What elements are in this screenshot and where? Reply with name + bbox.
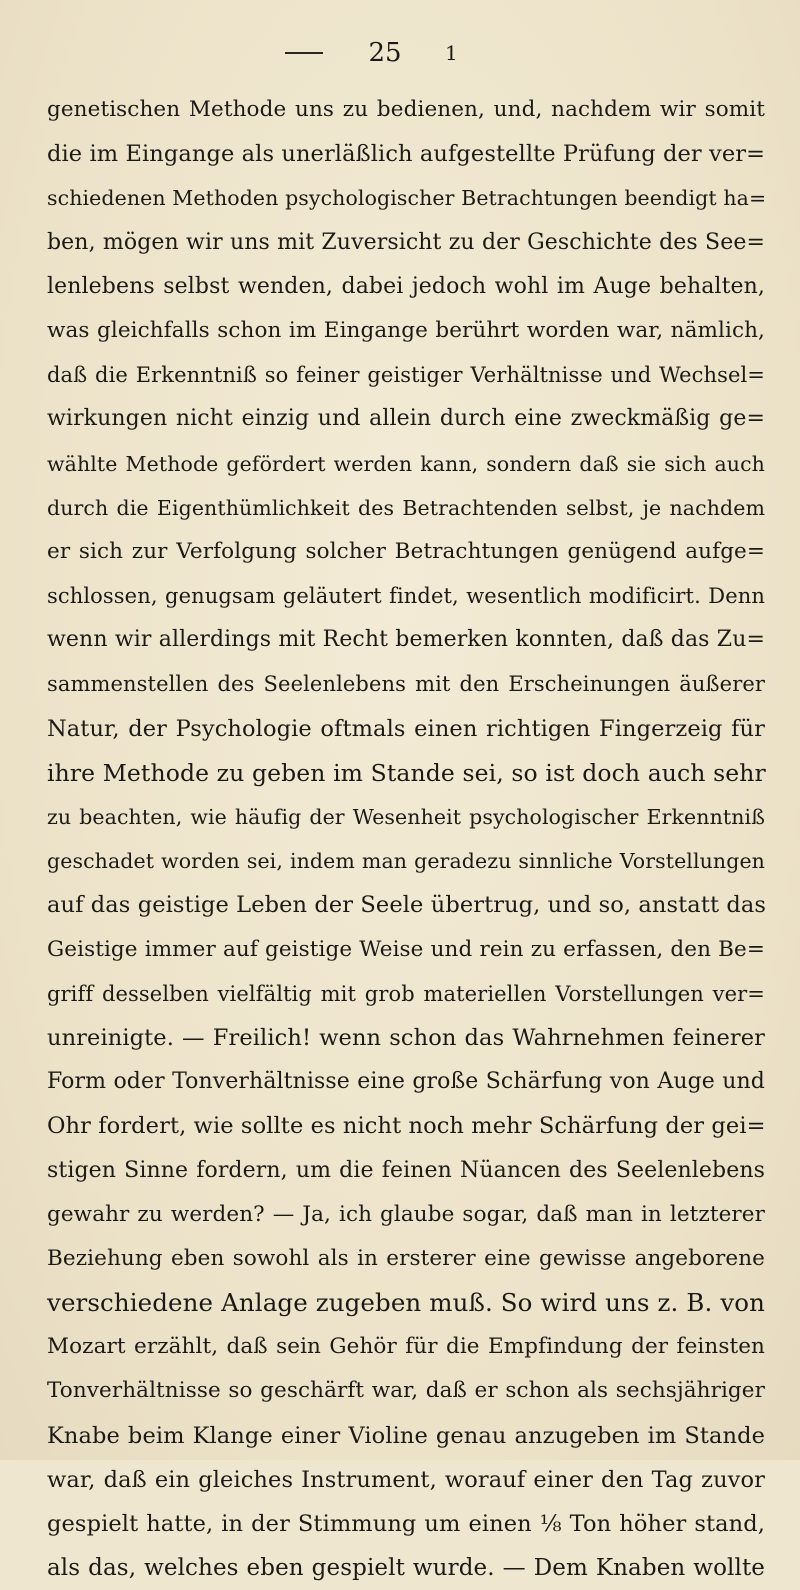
- page-number: 25: [368, 38, 402, 68]
- text-line: sammenstellen des Seelenlebens mit den Erscheinungen äußerer: [47, 672, 765, 697]
- header-dash-left: [285, 52, 323, 54]
- text-line: Form oder Tonverhältnisse eine große Schärfung von Auge und: [47, 1069, 765, 1095]
- header-mark-right: 1: [445, 41, 458, 65]
- text-line: daß die Erkenntniß so feiner geistiger Verhältnisse und Wechsel=: [47, 363, 765, 388]
- text-line: durch die Eigenthümlichkeit des Betrachtenden selbst, je nachdem: [47, 495, 765, 520]
- text-line: lenlebens selbst wenden, dabei jedoch wohl im Auge behalten,: [47, 273, 765, 299]
- text-line: die im Eingange als unerläßlich aufgestellte Prüfung der ver=: [47, 141, 766, 168]
- text-line: wenn wir allerdings mit Recht bemerken konnten, daß das Zu=: [47, 627, 765, 653]
- text-line: schlossen, genugsam geläutert findet, wesentlich modificirt. Denn: [47, 584, 765, 609]
- text-line: was gleichfalls schon im Eingange berührt worden war, nämlich,: [47, 317, 765, 343]
- page-header: [0, 38, 800, 68]
- text-line: war, daß ein gleiches Instrument, worauf einer den Tag zuvor: [47, 1466, 765, 1493]
- text-line: als das, welches eben gespielt wurde. — Dem Knaben wollte: [47, 1555, 765, 1582]
- text-line: wählte Methode gefördert werden kann, sondern daß sie sich auch: [47, 451, 765, 476]
- text-line: verschiedene Anlage zugeben muß. So wird uns z. B. von: [47, 1288, 765, 1318]
- text-line: unreinigte. — Freilich! wenn schon das Wahrnehmen feinerer: [47, 1024, 765, 1051]
- text-line: genetischen Methode uns zu bedienen, und, nachdem wir somit: [47, 97, 765, 122]
- text-line: geschadet worden sei, indem man geradezu sinnliche Vorstellungen: [47, 849, 765, 874]
- text-line: Natur, der Psychologie oftmals einen richtigen Fingerzeig für: [47, 715, 765, 742]
- text-line: gewahr zu werden? — Ja, ich glaube sogar, daß man in letzterer: [47, 1201, 765, 1227]
- text-line: ihre Methode zu geben im Stande sei, so ist doch auch sehr: [47, 758, 766, 787]
- text-line: er sich zur Verfolgung solcher Betrachtungen genügend aufge=: [47, 538, 765, 564]
- text-line: auf das geistige Leben der Seele übertrug, und so, anstatt das: [47, 892, 767, 919]
- text-line: Geistige immer auf geistige Weise und rein zu erfassen, den Be=: [47, 936, 765, 962]
- text-line: zu beachten, wie häufig der Wesenheit psychologischer Erkenntniß: [47, 805, 765, 829]
- text-line: Beziehung eben sowohl als in ersterer eine gewisse angeborene: [47, 1245, 765, 1271]
- text-line: gespielt hatte, in der Stimmung um einen ⅛ Ton höher stand,: [47, 1511, 765, 1537]
- body-text: [47, 88, 765, 1590]
- text-line: stigen Sinne fordern, um die feinen Nüancen des Seelenlebens: [47, 1157, 765, 1183]
- text-line: wirkungen nicht einzig und allein durch eine zweckmäßig ge=: [47, 406, 765, 432]
- text-line: Tonverhältnisse so geschärft war, daß er schon als sechsjähriger: [47, 1378, 765, 1404]
- text-line: schiedenen Methoden psychologischer Betrachtungen beendigt ha=: [47, 186, 767, 211]
- text-line: Knabe beim Klange einer Violine genau anzugeben im Stande: [47, 1422, 765, 1449]
- text-line: Mozart erzählt, daß sein Gehör für die Empfindung der feinsten: [47, 1334, 765, 1360]
- text-line: ben, mögen wir uns mit Zuversicht zu der Geschichte des See=: [47, 229, 765, 255]
- text-line: Ohr fordert, wie sollte es nicht noch mehr Schärfung der gei=: [47, 1113, 766, 1140]
- text-line: griff desselben vielfältig mit grob materiellen Vorstellungen ver=: [47, 981, 765, 1006]
